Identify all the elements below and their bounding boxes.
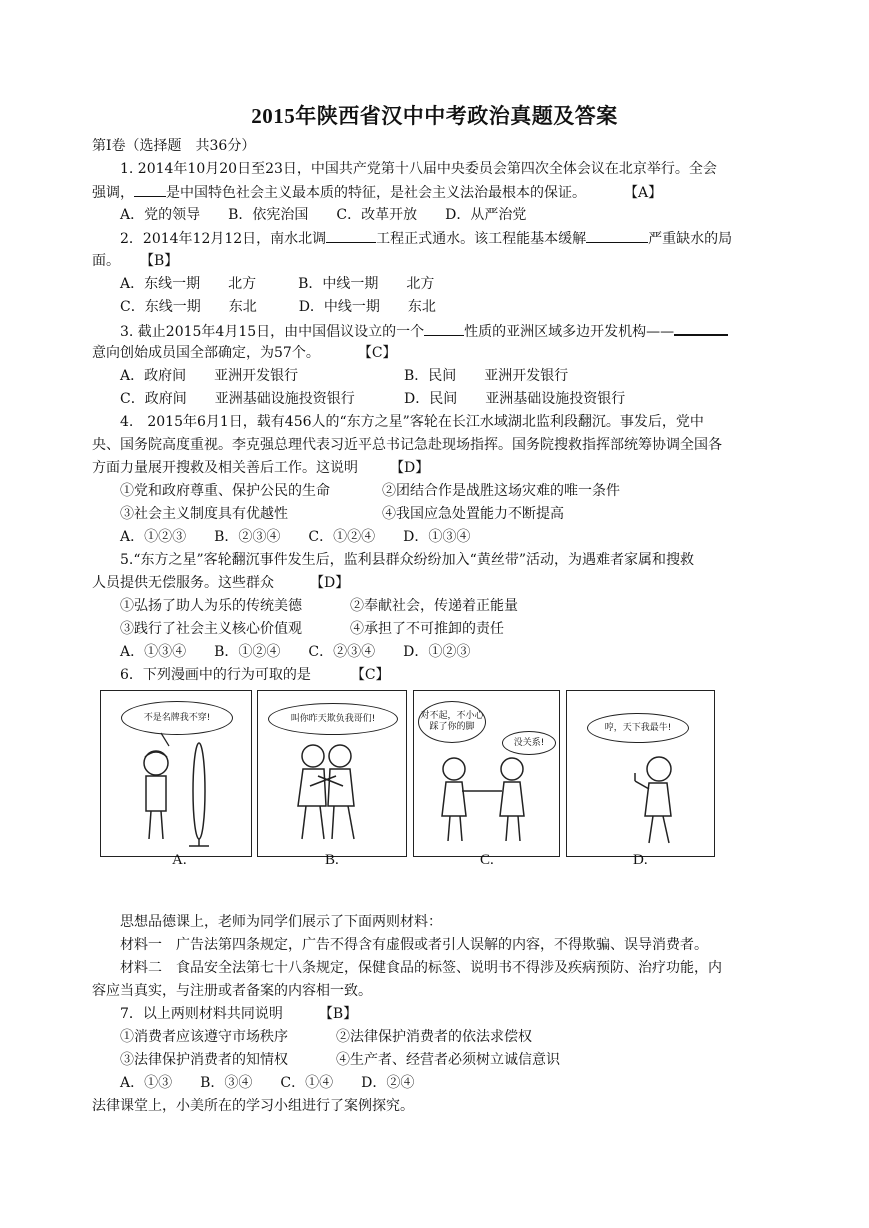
blank: [134, 183, 166, 197]
q1-line1: 1. 2014年10月20日至23日，中国共产党第十八届中央委员会第四次全体会议在北京举行。全会: [120, 161, 717, 177]
q1-options: A．党的领导 B．依宪治国 C．改革开放 D．从严治党: [120, 207, 527, 223]
apologizing-kids-illustration: [414, 691, 559, 856]
q6-text: 6．下列漫画中的行为可取的是: [120, 667, 311, 683]
q7-statement-3: ③法律保护消费者的知情权: [120, 1052, 288, 1068]
q4-text: 方面力量展开搜救及相关善后工作。这说明: [92, 460, 358, 476]
q1-answer: 【A】: [624, 185, 663, 201]
material-two-line2: 容应当真实，与注册或者备案的内容相一致。: [92, 983, 372, 999]
q4-statement-3: ③社会主义制度具有优越性: [120, 506, 288, 522]
speech-bubble: 不是名牌我不穿!: [121, 701, 233, 735]
q5-statement-2: ②奉献社会，传递着正能量: [350, 598, 518, 614]
q2-text-d: 面。: [92, 253, 120, 269]
q4-line2: 央、国务院高度重视。李克强总理代表习近平总书记急赴现场指挥。国务院搜救指挥部统筹协调全国各: [92, 437, 722, 453]
q1-text-b: 是中国特色社会主义最本质的特征，是社会主义法治最根本的保证。: [166, 185, 586, 201]
q3-option-b: B．民间 亚洲开发银行: [404, 368, 569, 384]
q2-answer: 【B】: [140, 253, 179, 269]
comic-panel-c: [413, 690, 560, 857]
blank: [586, 229, 648, 243]
q1-text-a: 强调，: [92, 185, 134, 201]
boy-mirror-illustration: [101, 691, 251, 856]
q3-option-d: D．民间 亚洲基础设施投资银行: [404, 391, 626, 407]
q2-options-2: C．东线一期 东北 D．中线一期 东北: [120, 299, 436, 315]
q6-line: [120, 666, 390, 684]
panel-label-d: D.: [633, 852, 648, 868]
comic-panel-d: [566, 690, 715, 857]
q3-text-c: 意向创始成员国全部确定，为57个。: [92, 345, 320, 361]
panel-label-c: C.: [480, 852, 494, 868]
blank: [674, 321, 728, 336]
panel-label-a: A.: [172, 852, 187, 868]
q7-options: A．①③ B．③④ C．①④ D．②④: [120, 1075, 415, 1091]
speech-bubble: 叫你昨天欺负我哥们!: [268, 703, 398, 735]
q3-text-a: 3. 截止2015年4月15日，由中国倡议设立的一个: [120, 324, 425, 340]
q3-answer: 【C】: [357, 345, 397, 361]
law-class-intro: 法律课堂上，小美所在的学习小组进行了案例探究。: [92, 1098, 414, 1114]
q1-line2: [92, 183, 662, 202]
q3-line1: [120, 321, 728, 341]
q7-statement-1: ①消费者应该遵守市场秩序: [120, 1029, 288, 1045]
q2-options-1: A．东线一期 北方 B．中线一期 北方: [120, 276, 435, 292]
comic-panel-b: [257, 690, 407, 857]
q4-statement-1: ①党和政府尊重、保护公民的生命: [120, 483, 330, 499]
q4-statement-2: ②团结合作是战胜这场灾难的唯一条件: [382, 483, 620, 499]
speech-bubble: 对不起，不小心踩了你的脚: [418, 701, 486, 743]
section-header: 第Ⅰ卷（选择题 共36分）: [92, 138, 256, 154]
speech-bubble: 哼，天下我最牛!: [587, 713, 689, 743]
blank: [326, 229, 376, 243]
q2-text-a: 2．2014年12月12日，南水北调: [120, 231, 327, 247]
q2-text-c: 严重缺水的局: [648, 231, 733, 247]
q2-text-b: 工程正式通水。该工程能基本缓解: [376, 231, 587, 247]
page-title: 2015年陕西省汉中中考政治真题及答案: [251, 104, 618, 128]
materials-intro: 思想品德课上，老师为同学们展示了下面两则材料：: [120, 914, 442, 930]
blank: [424, 322, 464, 336]
q5-options: A．①③④ B．①②④ C．②③④ D．①②③: [120, 644, 471, 660]
q5-answer: 【D】: [310, 575, 350, 591]
material-two-line1: 材料二 食品安全法第七十八条规定，保健食品的标签、说明书不得涉及疾病预防、治疗功能，内: [120, 960, 722, 976]
q7-statement-4: ④生产者、经营者必须树立诚信意识: [336, 1052, 560, 1068]
material-one: 材料一 广告法第四条规定，广告不得含有虚假或者引人误解的内容，不得欺骗、误导消费者。: [120, 937, 708, 953]
q3-option-a: A．政府间 亚洲开发银行: [120, 368, 299, 384]
q5-statement-1: ①弘扬了助人为乐的传统美德: [120, 598, 302, 614]
q5-statement-4: ④承担了不可推卸的责任: [350, 621, 504, 637]
q4-options: A．①②③ B．②③④ C．①②④ D．①③④: [120, 529, 471, 545]
speech-bubble-reply: 没关系!: [502, 731, 556, 755]
q5-statement-3: ③践行了社会主义核心价值观: [120, 621, 302, 637]
q4-line1: 4. 2015年6月1日，载有456人的“东方之星”客轮在长江水域湖北监利段翻沉。事发后，党中: [120, 414, 704, 430]
q6-answer: 【C】: [350, 667, 390, 683]
q5-line1: 5.“东方之星”客轮翻沉事件发生后，监利县群众纷纷加入“黄丝带”活动，为遇难者家属和搜救: [120, 552, 694, 568]
q3-text-b: 性质的亚洲区域多边开发机构——: [464, 324, 675, 340]
q3-line2: [92, 344, 397, 362]
q4-statement-4: ④我国应急处置能力不断提高: [382, 506, 564, 522]
q4-line3: [92, 459, 429, 477]
boastful-boy-illustration: [567, 691, 714, 856]
q4-answer: 【D】: [390, 460, 430, 476]
q5-line2: [92, 574, 349, 592]
comic-panel-a: [100, 690, 252, 857]
q3-option-c: C．政府间 亚洲基础设施投资银行: [120, 391, 355, 407]
comic-strip: [100, 690, 715, 868]
fighting-boys-illustration: [258, 691, 406, 856]
q2-line2: [92, 252, 178, 270]
q5-text: 人员提供无偿服务。这些群众: [92, 575, 274, 591]
q7-statement-2: ②法律保护消费者的依法求偿权: [336, 1029, 532, 1045]
q7-answer: 【B】: [318, 1006, 358, 1022]
q2-line1: [120, 229, 732, 248]
q7-text: 7．以上两则材料共同说明: [120, 1006, 283, 1022]
panel-label-b: B.: [325, 852, 339, 868]
q7-line: [120, 1005, 357, 1023]
